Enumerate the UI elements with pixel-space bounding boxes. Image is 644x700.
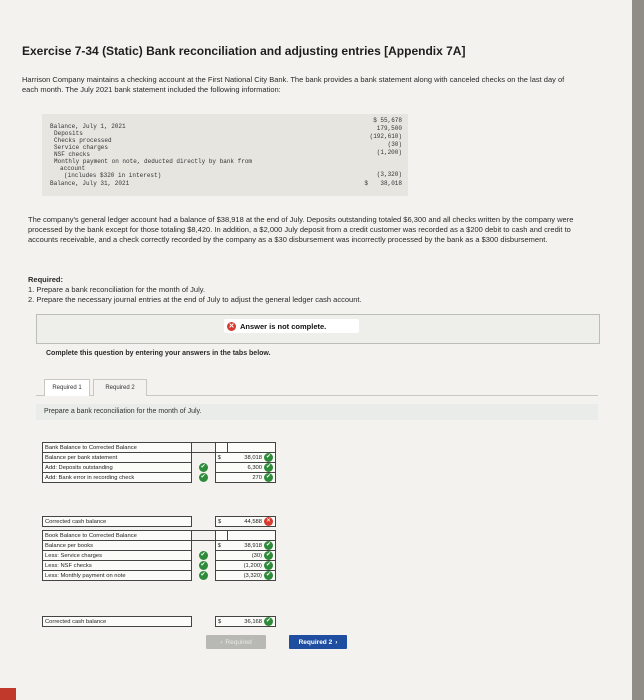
stmt-label: NSF checks — [54, 151, 91, 158]
row-label-select[interactable]: Less: NSF checks — [43, 561, 192, 571]
prev-required-button[interactable] — [206, 635, 266, 649]
check-icon: ✔ — [200, 572, 206, 578]
stmt-label: account — [60, 165, 86, 172]
tab-required-2[interactable]: Required 2 — [93, 379, 147, 396]
check-icon: ✔ — [200, 562, 206, 568]
table-row — [43, 463, 276, 473]
stmt-value: 38,018 — [380, 180, 402, 187]
intro-text: Harrison Company maintains a checking account at the First National City Bank. The bank provides a bank statement along with canceled checks on the last day of each month. The July 2021 bank statement included the following information: — [22, 75, 565, 94]
table-row — [43, 531, 276, 541]
required-item: 1. Prepare a bank reconciliation for the month of July. — [28, 285, 206, 294]
amount-input[interactable]: 36,168 — [244, 618, 262, 625]
table-row — [43, 517, 276, 527]
table-row — [43, 571, 276, 581]
table-row — [43, 617, 276, 627]
check-icon: ✔ — [200, 552, 206, 558]
next-required-button[interactable] — [289, 635, 347, 649]
required-item: 2. Prepare the necessary journal entries at the end of July to adjust the general ledger cash account. — [28, 295, 362, 304]
required-heading: Required: — [28, 275, 64, 284]
prompt-text: Prepare a bank reconciliation for the month of July. — [44, 408, 202, 415]
table-row — [43, 561, 276, 571]
required-section — [28, 275, 362, 305]
amount-input[interactable]: (3,320) — [243, 572, 262, 579]
stmt-dollar: $ — [364, 180, 368, 187]
check-icon: ✔ — [265, 562, 272, 568]
check-icon: ✔ — [200, 474, 206, 480]
row-label-select[interactable]: Corrected cash balance — [43, 517, 192, 527]
check-icon: ✔ — [265, 464, 272, 470]
stmt-label: Balance, July 31, 2021 — [50, 180, 130, 187]
bank-statement — [42, 114, 408, 196]
row-label-select[interactable]: Corrected cash balance — [43, 617, 192, 627]
body-paragraph: The company's general ledger account had a balance of $38,918 at the end of July. Deposits outstanding totaled $6,300 and all checks written by the company were processed by the bank except for those totaling $8,420. In addition, a $2,000 July deposit from a credit customer was recorded as a $200 debit to cash and credit to accounts receivable, and a check correctly recorded by the company as a $30 disbursement was incorrectly processed by the bank as a $300 disbursement. — [28, 215, 574, 244]
check-icon: ✔ — [265, 474, 272, 480]
amount-input[interactable]: 6,300 — [247, 464, 262, 471]
table-row — [43, 453, 276, 463]
amount-input[interactable]: 270 — [252, 474, 262, 481]
answer-status-badge — [224, 319, 359, 333]
amount-input[interactable]: 44,588 — [244, 518, 262, 525]
amount-input[interactable]: 38,918 — [244, 542, 262, 549]
chevron-right-icon: › — [335, 638, 338, 646]
stmt-label: Checks processed — [54, 137, 112, 144]
stmt-value: $ 55,678 — [373, 117, 402, 124]
dollar-sign: $ — [215, 541, 228, 551]
check-icon: ✔ — [265, 454, 272, 460]
stmt-label: Monthly payment on note, deducted directly by bank from — [54, 158, 253, 165]
stmt-value: (30) — [387, 141, 402, 148]
stmt-label: Balance, July 1, 2021 — [50, 123, 126, 130]
check-icon: ✔ — [265, 552, 272, 558]
chevron-left-icon: ‹ — [220, 638, 223, 646]
book-reconciliation-table — [42, 530, 276, 581]
dollar-sign: $ — [215, 617, 227, 627]
table-row — [43, 541, 276, 551]
x-circle-icon: ✕ — [265, 518, 272, 524]
stmt-label: Service charges — [54, 144, 109, 151]
amount-input[interactable]: (1,200) — [243, 562, 262, 569]
prompt-bar — [36, 404, 598, 420]
stmt-label: Deposits — [54, 130, 83, 137]
stmt-value: (3,320) — [376, 171, 402, 178]
check-icon: ✔ — [265, 572, 272, 578]
amount-input[interactable]: 38,018 — [244, 454, 262, 461]
dollar-sign: $ — [215, 517, 227, 527]
instruction-text: Complete this question by entering your answers in the tabs below. — [46, 350, 271, 357]
corrected-book-balance-row — [42, 616, 276, 627]
tab-required-1[interactable]: Required 1 — [44, 379, 90, 396]
table-header: Bank Balance to Corrected Balance — [43, 443, 192, 453]
row-label-select[interactable]: Add: Deposits outstanding — [43, 463, 192, 473]
check-icon: ✔ — [265, 618, 272, 624]
table-row — [43, 473, 276, 483]
corrected-bank-balance-row — [42, 516, 276, 527]
bank-reconciliation-table — [42, 442, 276, 483]
prev-button-label: Required — [225, 638, 252, 646]
table-row — [43, 551, 276, 561]
amount-input[interactable]: (30) — [251, 552, 262, 559]
stmt-label: (includes $320 in interest) — [64, 172, 162, 179]
table-header: Book Balance to Corrected Balance — [43, 531, 192, 541]
answer-status-text: Answer is not complete. — [240, 321, 327, 331]
table-row — [43, 443, 276, 453]
corner-marker — [0, 688, 16, 700]
stmt-value: (192,610) — [369, 133, 402, 140]
stmt-value: 179,500 — [376, 125, 402, 132]
row-label-select[interactable]: Balance per bank statement — [43, 453, 192, 463]
next-button-label: Required 2 — [298, 638, 333, 646]
check-icon: ✔ — [200, 464, 206, 470]
stmt-value: (1,200) — [376, 149, 402, 156]
row-label-select[interactable]: Less: Monthly payment on note — [43, 571, 192, 581]
x-circle-icon: ✕ — [228, 322, 235, 330]
row-label-select[interactable]: Balance per books — [43, 541, 192, 551]
row-label-select[interactable]: Less: Service charges — [43, 551, 192, 561]
check-icon: ✔ — [265, 542, 272, 548]
page-title: Exercise 7-34 (Static) Bank reconciliation and adjusting entries [Appendix 7A] — [22, 44, 466, 58]
row-label-select[interactable]: Add: Bank error in recording check — [43, 473, 192, 483]
dollar-sign: $ — [215, 453, 228, 463]
